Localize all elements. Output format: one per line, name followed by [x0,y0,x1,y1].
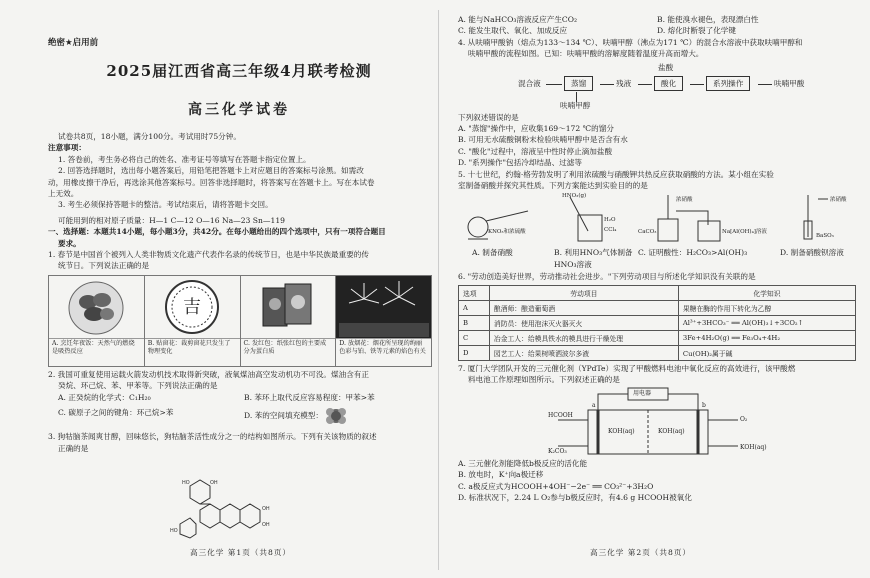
table-cell: 果糖在酶的作用下转化为乙醇 [678,300,855,315]
question-1: 1. 春节是中国首个被列入人类非物质文化遗产代表作名录的传统节日，也是中华民族最重要的传 [48,250,369,260]
question-3: 正确的是 [58,443,89,453]
question-3: 3. 狗牯脑茶闻爽甘醇，回味悠长，狗牯脑茶活性成分之一的结构如图所示。下列有关该物质的叙述 [48,432,377,442]
cell-koh-out: KOH(aq) [740,443,767,451]
flow-arrow [690,84,704,85]
table-cell: 酿酒师：酿造葡萄酒 [489,300,678,315]
note-line: 1. 答卷前，考生务必将自己的姓名、准考证号等填写在答题卡指定位置上。 [58,154,311,164]
q5-label-c3: Na[Al(OH)₄]溶液 [722,229,767,236]
question-7: 料电池工作原理如图所示。下列叙述正确的是 [468,375,620,385]
q1-option-d[interactable] [336,276,431,366]
table-header: 选项 [459,285,490,300]
flow-feed: 混合液 [518,78,541,88]
table-cell: 3Fe+4H₂O(g) ══ Fe₃O₄+4H₂ [678,330,855,345]
q7-cell-diagram [548,386,778,458]
q7-option-d[interactable]: D. 标准状况下，2.24 L O₂参与b极反应时，有4.6 g HCOOH被氧化 [458,492,692,502]
section-heading: 要求。 [58,238,81,248]
q2-option-b[interactable]: B. 苯环上取代反应容易程度：甲苯>苯 [244,392,375,402]
table-cell: Cu(OH)₂属于碱 [678,345,855,360]
section-heading: 一、选择题：本题共14小题，每小题3分，共42分。在每小题给出的四个选项中，只有一项符合题目 [48,227,386,237]
svg-text:OH: OH [262,522,270,528]
svg-text:OH: OH [210,480,218,486]
q5-label-a: KNO₃和浓硫酸 [488,229,526,236]
q1-caption-c: C. 发红包：纸张红包的主要成分为蛋白质 [241,338,336,366]
flow-arrow [600,84,614,85]
q7-option-b[interactable]: B. 放电时，K⁺向a极迁移 [458,470,544,480]
q5-label-b3: CCl₄ [604,227,617,234]
q3-option-b[interactable]: B. 能使溴水褪色，表现漂白性 [657,15,759,24]
right-page [440,0,870,578]
table-cell: C [459,330,490,345]
question-1: 统节日。下列说法正确的是 [58,261,150,271]
table-row[interactable] [459,315,856,330]
q1-caption-b: B. 贴窗花：裁剪窗花只发生了物理变化 [145,338,240,366]
q5-label-d2: BaSO₃ [816,233,834,240]
table-cell: B [459,315,490,330]
subject-title: 高三化学试卷 [188,102,290,118]
q5-label-d1: 浓硝酸 [830,197,847,204]
cell-left-out: K₂CO₃ [548,447,567,455]
exam-title: 2025届江西省高三年级4月联考检测 [106,62,372,80]
q4-option-b[interactable]: B. 可用无水硫酸铜粉末检验呋喃甲醇中是否含有水 [458,135,628,145]
q5-label-b1: HNO₃(g) [562,193,587,200]
question-5: 5. 十七世纪，约翰·格劳勃发明了利用浓硫酸与硝酸钾共热反应获取硝酸的方法。某小组在实验 [458,169,774,179]
question-7: 7. 厦门大学团队开发的三元催化剂（YPdTe）实现了甲酸燃料电池中氧化反应的高效进行，该甲酸燃 [458,363,796,373]
q1-caption-a: A. 烹饪年夜饭：天然气的燃烧是吸热反应 [49,338,144,366]
q1-image-row [48,275,432,367]
question-5: 室制备硝酸并探究其性质。下列方案能达到实验目的的是 [458,181,648,191]
svg-text:HO: HO [182,480,190,486]
q2-option-c[interactable]: C. 碳原子之间的键角：环己烷>苯 [58,408,174,418]
q5-option-a[interactable]: A. 制备硝酸 [472,248,513,258]
q4-stem: 下列叙述错误的是 [458,112,519,122]
q5-caption-row [458,247,856,271]
page-footer-right: 高三化学 第2页（共8页） [590,548,692,558]
table-cell: D [459,345,490,360]
q1-option-c[interactable] [241,276,337,366]
fireworks-image [336,276,431,338]
question-2: 癸烷、环己烷、苯、甲苯等。下列说法正确的是 [58,381,218,391]
q4-option-c[interactable]: C. "酸化"过程中，溶液呈中性时停止滴加盐酸 [458,146,613,156]
table-header-row [459,285,856,300]
q3-option-d[interactable]: D. 熔化时断裂了化学键 [657,26,736,36]
q2-option-d-label: D. 苯的空间填充模型： [244,411,323,421]
cell-left-in: HCOOH [548,411,573,419]
cell-oxygen: O₂ [740,415,748,423]
paper-cut-image [145,276,240,338]
table-cell: Al³⁺+3HCO₃⁻ ══ Al(OH)₃↓+3CO₂↑ [678,315,855,330]
atomic-mass-line: 可能用到的相对原子质量：H—1 C—12 O—16 Na—23 Sn—119 [58,215,285,225]
table-cell: 冶金工人：给模具铁水的模具进行干燥处理 [489,330,678,345]
flow-step-acidify: 酸化 [654,76,683,91]
table-cell: A [459,300,490,315]
secret-label: 绝密★启用前 [48,38,99,48]
q5-apparatus-row [458,191,856,247]
question-4: 4. 从呋喃甲酸钠（熔点为133～134 ℃）、呋喃甲醇（沸点为171 ℃）的混合水溶液中获取呋喃甲醇和 [458,37,803,47]
flow-arrow [546,84,562,85]
q3-option-c[interactable]: C. 能发生取代、氧化、加成反应 [458,26,568,36]
dumplings-image [49,276,144,338]
svg-text:HO: HO [170,528,178,534]
note-line: 2. 回答选择题时，选出每小题答案后，用铅笔把答题卡上对应题目的答案标号涂黑。如需改 [58,166,364,176]
table-header: 劳动项目 [489,285,678,300]
red-envelope-image [241,276,336,338]
flow-acid: 盐酸 [658,62,674,72]
note-line: 3. 考生必须保持答题卡的整洁。考试结束后，请将答题卡交回。 [58,200,273,210]
intro-text: 试卷共8页，18小题，满分100分。考试用时75分钟。 [58,132,241,141]
q4-option-d[interactable]: D. "系列操作"包括冷却结晶、过滤等 [458,158,582,168]
flow-arrow [758,84,772,85]
q7-option-c[interactable]: C. a极反应式为HCOOH+4OH⁻−2e⁻ ══ CO₃²⁻+3H₂O [458,481,654,491]
table-header: 化学知识 [678,285,855,300]
q2-option-d[interactable] [244,407,430,425]
q1-caption-d: D. 放烟花：烟花所呈现的绚丽色彩与铂、铁等元素的焰色有关 [336,338,431,366]
svg-text:OH: OH [262,506,270,512]
svg-text:吉: 吉 [183,296,202,318]
q7-option-a[interactable]: A. 三元催化剂能降低b极反应的活化能 [458,458,588,468]
flow-step-series: 系列操作 [706,76,750,91]
table-row[interactable] [459,330,856,345]
q1-option-a[interactable] [49,276,145,366]
table-row[interactable] [459,345,856,360]
q4-flow-diagram [518,62,856,112]
cell-device: 用电器 [633,389,652,397]
note-line: 动，用橡皮擦干净后，再选涂其他答案标号。回答非选择题时，将答案写在答题卡上。写在本试卷 [48,177,375,187]
q2-option-a[interactable]: A. 正癸烷的化学式：C₁H₂₀ [58,392,151,402]
question-2: 2. 我国可重复使用运载火箭发动机技术取得新突破，液氧煤油高空发动机功不可没。煤油含有正 [48,369,369,379]
table-cell: 园艺工人：给果树喷洒波尔多液 [489,345,678,360]
notes-heading: 注意事项： [48,143,86,153]
q4-option-a[interactable]: A. "蒸馏"操作中，应收集169～172 ℃的馏分 [458,124,614,134]
q5-label-c1: 浓硝酸 [676,197,693,204]
q1-option-b[interactable] [145,276,241,366]
question-6: 6. "劳动创造美好世界，劳动推动社会进步。"下列劳动项目与所述化学知识没有关联的是 [458,272,756,282]
q5-label-b2: H₂O [604,217,616,224]
question-4: 呋喃甲酸的流程如图。已知：呋喃甲酸的溶解度随着温度升高而增大。 [468,49,704,59]
flow-product: 呋喃甲酸 [774,78,805,88]
cell-right-solution: KOH(aq) [658,427,685,435]
flow-byproduct: 呋喃甲醇 [560,100,591,110]
cell-electrode-b: b [702,401,706,409]
q3-structure-diagram [170,478,290,544]
q5-option-b[interactable]: B. 利用HNO₃气体制备HNO₃溶液 [554,248,633,269]
q5-label-c2: CaCO₃ [638,229,657,236]
cell-left-solution: KOH(aq) [608,427,635,435]
q5-option-c[interactable]: C. 证明酸性：H₂CO₃>Al(OH)₃ [638,248,748,258]
cell-electrode-a: a [592,401,596,409]
q5-option-d[interactable]: D. 制备硝酸钡溶液 [780,248,844,258]
flow-residue: 残液 [616,78,632,88]
flow-step-distill: 蒸馏 [564,76,593,91]
table-cell: 消防员：使用泡沫灭火器灭火 [489,315,678,330]
benzene-space-filling-model [325,407,347,425]
q3-option-a[interactable]: A. 能与NaHCO₃溶液反应产生CO₂ [458,15,578,24]
flow-arrow [638,84,652,85]
table-row[interactable] [459,300,856,315]
q6-table [458,285,856,361]
note-line: 上无效。 [48,189,79,199]
page-footer-left: 高三化学 第1页（共8页） [190,548,292,558]
